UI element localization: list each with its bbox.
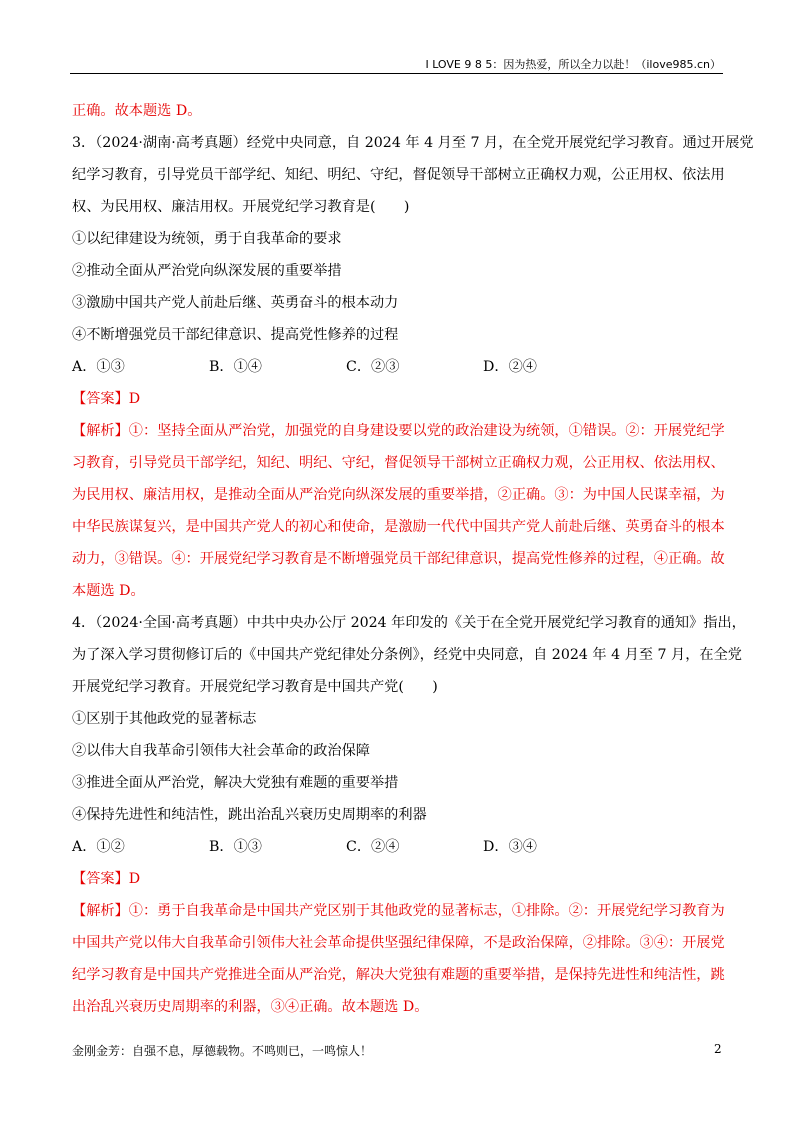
text-line: 3．（2024·湖南·高考真题）经党中央同意，自 2024 年 4 月至 7 月，在全党开展党纪学习教育。通过开展党	[72, 135, 754, 151]
answer-line: 为民用权、廉洁用权，是推动全面从严治党向纵深发展的重要举措，②正确。③：为中国人民谋幸福，为	[72, 487, 725, 503]
text-line: 4．（2024·全国·高考真题）中共中央办公厅 2024 年印发的《关于在全党开展党纪学习教育的通知》指出，	[72, 615, 746, 631]
text-line: ①区别于其他政党的显著标志	[72, 711, 257, 727]
option-0: A．①②	[72, 839, 125, 855]
text-line: ③推进全面从严治党，解决大党独有难题的重要举措	[72, 775, 399, 791]
answer-line: 动力，③错误。④：开展党纪学习教育是不断增强党员干部纪律意识，提高党性修养的过程，④正确。故	[72, 551, 725, 567]
text-line: 纪学习教育，引导党员干部学纪、知纪、明纪、守纪，督促领导干部树立正确权力观，公正用权、依法用	[72, 167, 725, 183]
header-divider	[70, 73, 723, 74]
text-line: ②推动全面从严治党向纵深发展的重要举措	[72, 263, 342, 279]
answer-line: 本题选 D。	[72, 583, 145, 599]
answer-line: 纪学习教育是中国共产党推进全面从严治党，解决大党独有难题的重要举措，是保持先进性和纯洁性，跳	[72, 967, 725, 983]
text-line: ③激励中国共产党人前赴后继、英勇奋斗的根本动力	[72, 295, 399, 311]
answer-line: 【解析】①：坚持全面从严治党，加强党的自身建设要以党的政治建设为统领，①错误。②：开展党纪学	[72, 423, 725, 439]
page-content	[72, 95, 754, 1023]
text-line: 权、为民用权、廉洁用权。开展党纪学习教育是( )	[72, 199, 410, 215]
text-line: ②以伟大自我革命引领伟大社会革命的政治保障	[72, 743, 370, 759]
answer-line: 出治乱兴衰历史周期率的利器，③④正确。故本题选 D。	[72, 999, 429, 1015]
answer-line: 中国共产党以伟大自我革命引领伟大社会革命提供坚强纪律保障，不是政治保障，②排除。③④：开展党	[72, 935, 725, 951]
option-3: D．②④	[483, 359, 537, 375]
option-2: C．②④	[346, 839, 400, 855]
text-line: ④不断增强党员干部纪律意识、提高党性修养的过程	[72, 327, 399, 343]
option-2: C．②③	[346, 359, 400, 375]
footer-motto: 金刚金芳：自强不息，厚德载物。不鸣则已，一鸣惊人！	[72, 1044, 373, 1058]
answer-line: 【答案】D	[72, 391, 141, 407]
answer-line: 【解析】①：勇于自我革命是中国共产党区别于其他政党的显著标志，①排除。②：开展党纪学习教育为	[72, 903, 725, 919]
answer-line: 习教育，引导党员干部学纪，知纪、明纪、守纪，督促领导干部树立正确权力观，公正用权、依法用权、	[72, 455, 725, 471]
text-line: ①以纪律建设为统领，勇于自我革命的要求	[72, 231, 342, 247]
option-1: B．①④	[209, 359, 262, 375]
header-text: I LOVE 9 8 5：因为热爱，所以全力以赴！（ilove985.cn）	[425, 58, 721, 71]
answer-line: 正确。故本题选 D。	[72, 103, 202, 119]
option-3: D．③④	[483, 839, 537, 855]
answer-options	[72, 831, 722, 863]
option-1: B．①③	[209, 839, 262, 855]
page-number: 2	[714, 1042, 722, 1056]
text-line: 为了深入学习贯彻修订后的《中国共产党纪律处分条例》，经党中央同意，自 2024 年 4 月至 7 月，在全党	[72, 647, 742, 663]
text-line: ④保持先进性和纯洁性，跳出治乱兴衰历史周期率的利器	[72, 807, 427, 823]
answer-options	[72, 351, 722, 383]
answer-line: 【答案】D	[72, 871, 141, 887]
text-line: 开展党纪学习教育。开展党纪学习教育是中国共产党( )	[72, 679, 438, 695]
option-0: A．①③	[72, 359, 125, 375]
answer-line: 中华民族谋复兴，是中国共产党人的初心和使命，是激励一代代中国共产党人前赴后继、英勇奋斗的根本	[72, 519, 725, 535]
